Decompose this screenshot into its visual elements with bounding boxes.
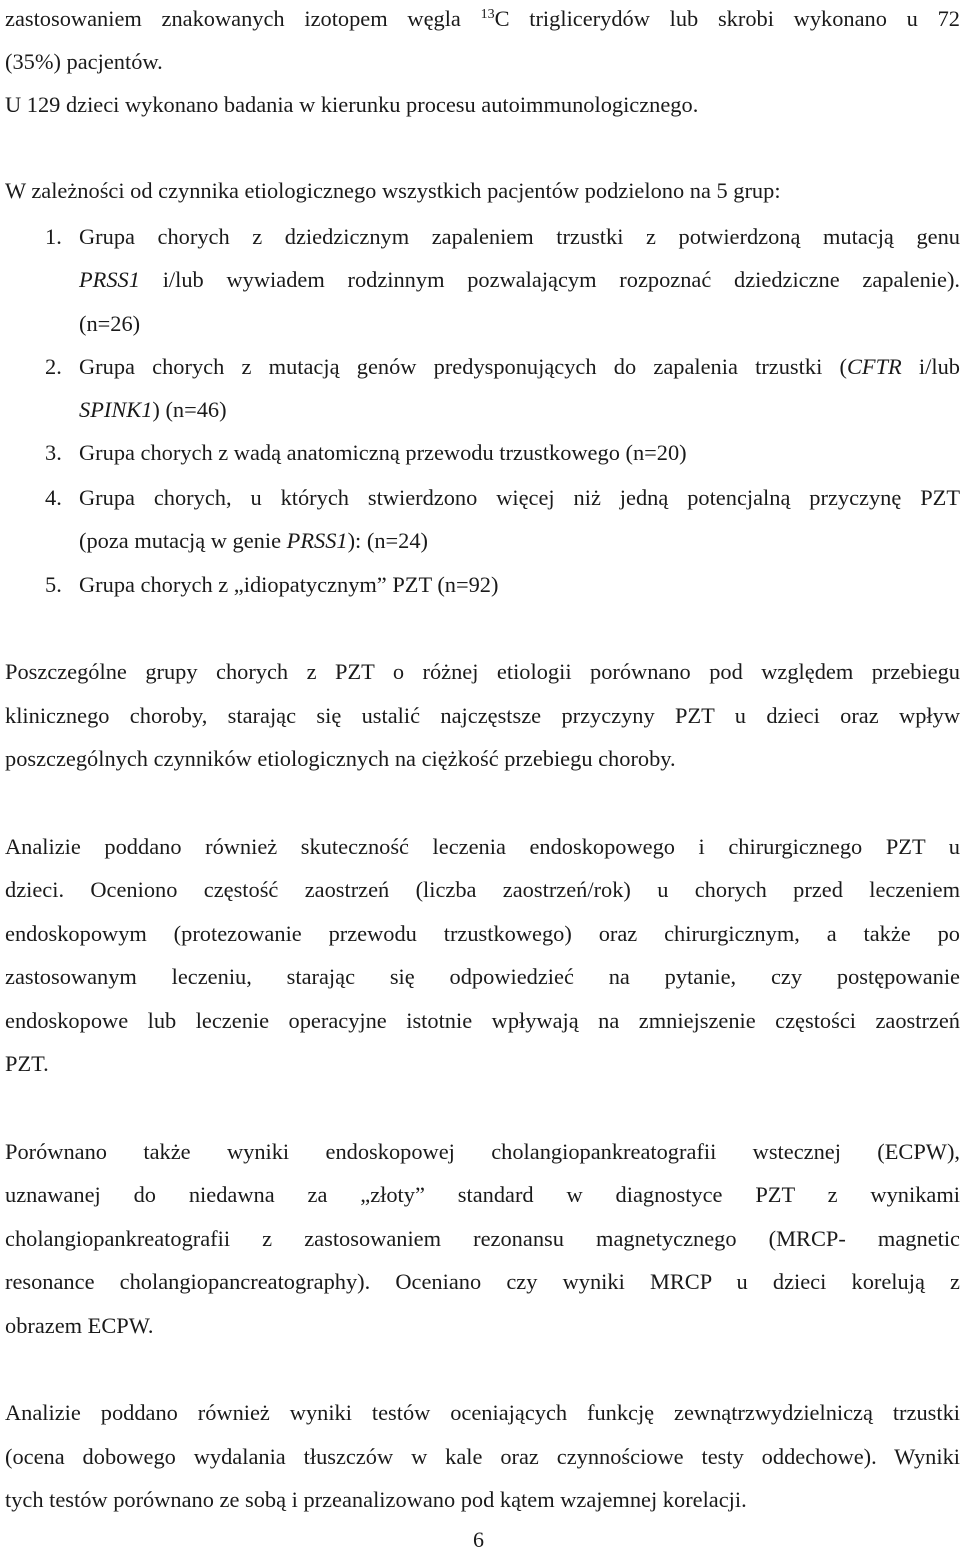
groups-intro: W zależności od czynnika etiologicznego wszystkich pacjentów podzielono na 5 grup: bbox=[5, 178, 781, 203]
group-3-line-1: Grupa chorych z wadą anatomiczną przewodu trzustkowego (n=20) bbox=[79, 440, 687, 465]
superscript: 13 bbox=[480, 7, 495, 22]
text-span: ) (n=46) bbox=[152, 397, 227, 422]
paragraph-3-line-6: PZT. bbox=[5, 1051, 49, 1076]
group-3-number: 3. bbox=[45, 440, 62, 465]
group-4-number: 4. bbox=[45, 485, 62, 510]
paragraph-3-line-3: endoskopowym (protezowanie przewodu trzustkowego) oraz chirurgicznym, a także po bbox=[5, 921, 960, 946]
group-1-line-1: Grupa chorych z dziedzicznym zapaleniem trzustki z potwierdzoną mutacją genu bbox=[79, 224, 960, 249]
group-5-number: 5. bbox=[45, 572, 62, 597]
text-span: Grupa chorych z mutacją genów predysponujących do zapalenia trzustki ( bbox=[79, 354, 847, 379]
paragraph-5-line-2: (ocena dobowego wydalania tłuszczów w kale oraz czynnościowe testy oddechowe). Wyniki bbox=[5, 1444, 960, 1469]
group-2-number: 2. bbox=[45, 354, 62, 379]
paragraph-2-line-2: klinicznego choroby, starając się ustalić najczęstsze przyczyny PZT u dzieci oraz wpływ bbox=[5, 703, 960, 728]
paragraph-3-line-4: zastosowanym leczeniu, starając się odpowiedzieć na pytanie, czy postępowanie bbox=[5, 964, 960, 989]
text-span: (poza mutacją w genie bbox=[79, 528, 287, 553]
text-span: ): (n=24) bbox=[347, 528, 428, 553]
paragraph-4-line-4: resonance cholangiopancreatography). Oceniano czy wyniki MRCP u dzieci korelują z bbox=[5, 1269, 960, 1294]
paragraph-3-line-5: endoskopowe lub leczenie operacyjne istotnie wpływają na zmniejszenie częstości zaostrzeń bbox=[5, 1008, 960, 1033]
paragraph-2-line-1: Poszczególne grupy chorych z PZT o różnej etiologii porównano pod względem przebiegu bbox=[5, 659, 960, 684]
group-2-line-1 bbox=[79, 356, 960, 378]
group-1-number: 1. bbox=[45, 224, 62, 249]
paragraph-5-line-3: tych testów porównano ze sobą i przeanalizowano pod kątem wzajemnej korelacji. bbox=[5, 1487, 747, 1512]
paragraph-intro-line-3: U 129 dzieci wykonano badania w kierunku procesu autoimmunologicznego. bbox=[5, 92, 699, 117]
paragraph-intro-line-1 bbox=[5, 8, 960, 30]
text-span: i/lub bbox=[901, 354, 960, 379]
paragraph-3-line-2: dzieci. Oceniono częstość zaostrzeń (liczba zaostrzeń/rok) u chorych przed leczeniem bbox=[5, 877, 960, 902]
group-5-line-1: Grupa chorych z „idiopatycznym” PZT (n=92) bbox=[79, 572, 499, 597]
text-span: i/lub wywiadem rodzinnym pozwalającym rozpoznać dziedziczne zapalenie). bbox=[139, 267, 960, 292]
gene-name: CFTR bbox=[846, 354, 902, 379]
paragraph-4-line-1: Porównano także wyniki endoskopowej cholangiopankreatografii wstecznej (ECPW), bbox=[5, 1139, 960, 1164]
paragraph-4-line-2: uznawanej do niedawna za „złoty” standard w diagnostyce PZT z wynikami bbox=[5, 1182, 960, 1207]
gene-name: PRSS1 bbox=[286, 528, 348, 553]
gene-name: PRSS1 bbox=[79, 267, 140, 292]
gene-name: SPINK1 bbox=[79, 397, 153, 422]
text-span: C triglicerydów lub skrobi wykonano u 72 bbox=[494, 6, 960, 31]
paragraph-4-line-5: obrazem ECPW. bbox=[5, 1313, 154, 1338]
text-span: zastosowaniem znakowanych izotopem węgla bbox=[5, 6, 461, 31]
group-2-line-2 bbox=[79, 399, 227, 421]
group-1-line-2 bbox=[79, 269, 960, 291]
paragraph-4-line-3: cholangiopankreatografii z zastosowaniem rezonansu magnetycznego (MRCP- magnetic bbox=[5, 1226, 960, 1251]
paragraph-3-line-1: Analizie poddano również skuteczność leczenia endoskopowego i chirurgicznego PZT u bbox=[5, 834, 960, 859]
page-number: 6 bbox=[473, 1527, 484, 1552]
group-4-line-1: Grupa chorych, u których stwierdzono więcej niż jedną potencjalną przyczynę PZT bbox=[79, 485, 960, 510]
paragraph-5-line-1: Analizie poddano również wyniki testów oceniających funkcję zewnątrzwydzielniczą trzustki bbox=[5, 1400, 960, 1425]
paragraph-intro-line-2: (35%) pacjentów. bbox=[5, 49, 163, 74]
group-4-line-2 bbox=[79, 530, 428, 552]
group-1-line-3: (n=26) bbox=[79, 311, 141, 336]
paragraph-2-line-3: poszczególnych czynników etiologicznych na ciężkość przebiegu choroby. bbox=[5, 746, 676, 771]
